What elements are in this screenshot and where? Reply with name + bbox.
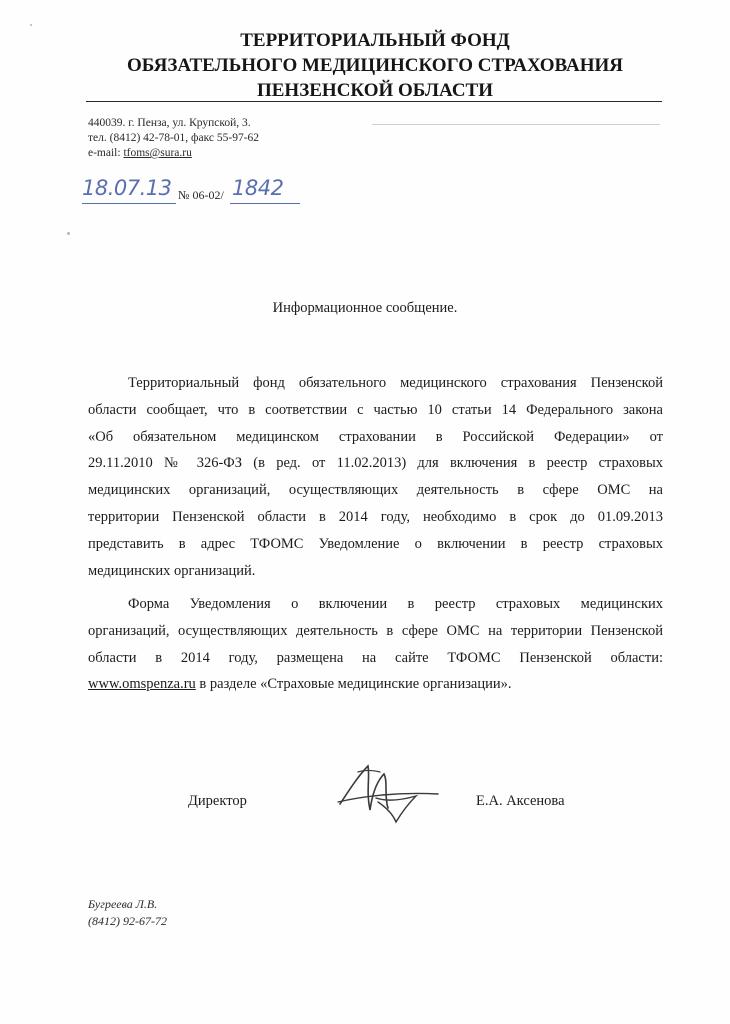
paragraph-line: медицинских организаций. <box>88 562 256 579</box>
date-underline <box>82 203 176 204</box>
executor-name: Бугреева Л.В. <box>88 897 158 911</box>
paragraph-line: территории Пензенской области в 2014 году, необходимо в срок до 01.09.2013 <box>88 508 663 525</box>
body-paragraph-1 <box>88 370 663 584</box>
letterhead-divider <box>86 101 662 102</box>
phone-text: тел. (8412) 42-78-01, факс 55-97-62 <box>88 132 260 144</box>
letterhead-line-2: ОБЯЗАТЕЛЬНОГО МЕДИЦИНСКОГО СТРАХОВАНИЯ <box>126 55 624 76</box>
outgoing-reference <box>82 176 312 208</box>
number-underline <box>230 203 300 204</box>
email-label: e-mail: <box>88 147 124 159</box>
website-section-text: в разделе «Страховые медицинские организации». <box>195 676 512 693</box>
paragraph-line: представить в адрес ТФОМС Уведомление о включении в реестр страховых <box>88 535 663 552</box>
paragraph-line: организаций, осуществляющих деятельность в сфере ОМС на территории Пензенской <box>88 622 663 639</box>
address-text: 440039. г. Пенза, ул. Крупской, 3. <box>88 117 251 129</box>
handwritten-reference-number: 1842 <box>232 176 284 200</box>
signer-position: Директор <box>188 793 247 809</box>
paragraph-line: Форма Уведомления о включении в реестр страховых медицинских <box>128 596 663 612</box>
body-paragraph-2 <box>88 591 663 698</box>
contact-block <box>88 116 259 161</box>
document-title: Информационное сообщение. <box>272 300 458 316</box>
paragraph-line: Территориальный фонд обязательного медицинского страхования Пензенской <box>128 375 663 391</box>
paragraph-line: «Об обязательном медицинском страховании в Российской Федерации» от <box>88 428 663 445</box>
paragraph-line: области сообщает, что в соответствии с частью 10 статьи 14 Федерального закона <box>88 401 663 418</box>
paragraph-line: медицинских организаций, осуществляющих деятельность в сфере ОМС на <box>88 482 663 499</box>
reference-number-prefix: № 06-02/ <box>178 188 224 202</box>
signer-name: Е.А. Аксенова <box>476 793 565 809</box>
letterhead <box>90 28 660 103</box>
executor-phone: (8412) 92-67-72 <box>88 914 167 928</box>
executor-block <box>88 896 167 930</box>
handwritten-signature <box>318 752 448 832</box>
scan-speck <box>67 232 70 235</box>
paragraph-line: области в 2014 году, размещена на сайте ТФОМС Пензенской области: <box>88 649 663 666</box>
email-link[interactable]: tfoms@sura.ru <box>123 147 192 159</box>
paragraph-line <box>88 671 663 698</box>
email-line <box>88 146 259 161</box>
paragraph-line: 29.11.2010 № 326-ФЗ (в ред. от 11.02.2013) для включения в реестр страховых <box>88 455 663 472</box>
letterhead-line-1: ТЕРРИТОРИАЛЬНЫЙ ФОНД <box>240 30 510 51</box>
scan-speck <box>30 24 32 26</box>
handwritten-date: 18.07.13 <box>82 176 172 200</box>
letterhead-line-3: ПЕНЗЕНСКОЙ ОБЛАСТИ <box>256 80 493 101</box>
faint-divider <box>372 124 660 125</box>
website-link[interactable]: www.omspenza.ru <box>88 676 196 693</box>
